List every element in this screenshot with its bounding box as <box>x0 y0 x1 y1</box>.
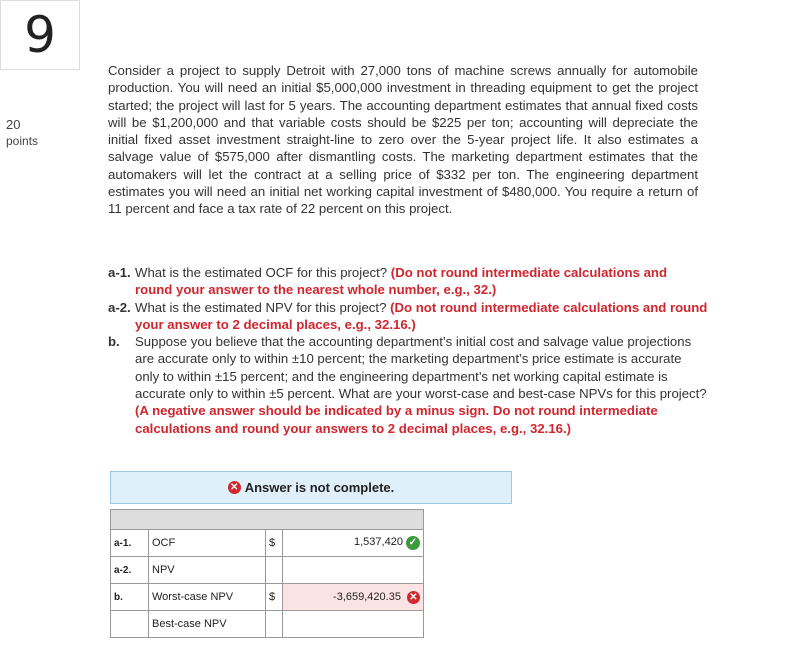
row-name: OCF <box>149 530 266 557</box>
row-label: a-2. <box>111 557 149 584</box>
part-label: b. <box>108 334 120 350</box>
currency-symbol <box>266 611 283 638</box>
x-circle-icon: ✕ <box>407 591 420 604</box>
check-circle-icon: ✓ <box>406 536 420 550</box>
table-header-cell <box>111 510 424 530</box>
part-instruction: (Do not round intermediate calculations and round your answer to the nearest whole number, e.g., 32.) <box>135 265 668 298</box>
ocf-answer-value: 1,537,420 <box>354 536 403 548</box>
part-question: Suppose you believe that the accounting department’s initial cost and salvage value projections are accurate only to within ±10 percent; the marketing department’s price estimate is accurate only to within ±15 percent; and the engineering department’s net working capital estimate is accurate only to within ±5 percent. What are your worst-case and best-case NPVs for this project? <box>135 334 707 402</box>
points-indicator <box>6 116 38 150</box>
npv-answer-input[interactable] <box>283 557 424 584</box>
part-text <box>135 299 708 334</box>
answer-table <box>110 509 424 638</box>
answer-status-banner <box>110 471 512 504</box>
part-question: What is the estimated NPV for this project? <box>135 299 391 315</box>
table-row <box>111 557 424 584</box>
part-a1 <box>108 264 708 299</box>
part-label: a-2. <box>108 299 131 315</box>
banner-text: Answer is not complete. <box>244 480 395 495</box>
currency-symbol: $ <box>266 530 283 557</box>
problem-statement: Consider a project to supply Detroit with 27,000 tons of machine screws annually for automobile production. You will need an initial $5,000,000 investment in threading equipment to get the project started; the project will last for 5 years. The accounting department estimates that annual fixed costs will be $1,200,000 and that variable costs should be $225 per ton; accounting will depreciate the initial fixed asset investment straight-line to zero over the 5-year project life. It also estimates a salvage value of $575,000 after dismantling costs. The marketing department estimates that the automakers will let the contract at a selling price of $332 per ton. The engineering department estimates you will need an initial net working capital investment of $480,000. You require a return of 11 percent and face a tax rate of 22 percent on this project. <box>108 63 698 217</box>
part-b <box>108 333 708 437</box>
currency-symbol <box>266 557 283 584</box>
part-instruction: (Do not round intermediate calculations and round your answer to 2 decimal places, e.g., 32.16.) <box>135 299 708 332</box>
currency-symbol: $ <box>266 584 283 611</box>
part-text <box>135 333 708 437</box>
x-circle-icon: ✕ <box>228 481 241 494</box>
ocf-answer-input[interactable] <box>283 530 424 557</box>
table-row <box>111 530 424 557</box>
part-instruction: (A negative answer should be indicated by a minus sign. Do not round intermediate calculations and round your answers to 2 decimal places, e.g., 32.16.) <box>135 403 658 436</box>
question-number: 9 <box>24 6 56 64</box>
part-text <box>135 264 708 299</box>
row-label: a-1. <box>111 530 149 557</box>
row-name: Best-case NPV <box>149 611 266 638</box>
points-value: 20 <box>6 117 21 132</box>
worst-case-npv-value: -3,659,420.35 <box>333 590 401 603</box>
points-label: points <box>6 134 39 148</box>
table-row <box>111 584 424 611</box>
row-name: Worst-case NPV <box>149 584 266 611</box>
table-row <box>111 611 424 638</box>
part-a2 <box>108 299 708 334</box>
row-name: NPV <box>149 557 266 584</box>
row-label: b. <box>111 584 149 611</box>
part-question: What is the estimated OCF for this project? <box>135 265 391 280</box>
best-case-npv-input[interactable] <box>283 611 424 638</box>
part-label: a-1. <box>108 265 131 280</box>
table-header-row <box>111 510 424 530</box>
question-parts <box>108 264 708 437</box>
row-label <box>111 611 149 638</box>
question-number-box <box>0 0 80 70</box>
worst-case-npv-input[interactable] <box>283 584 424 611</box>
